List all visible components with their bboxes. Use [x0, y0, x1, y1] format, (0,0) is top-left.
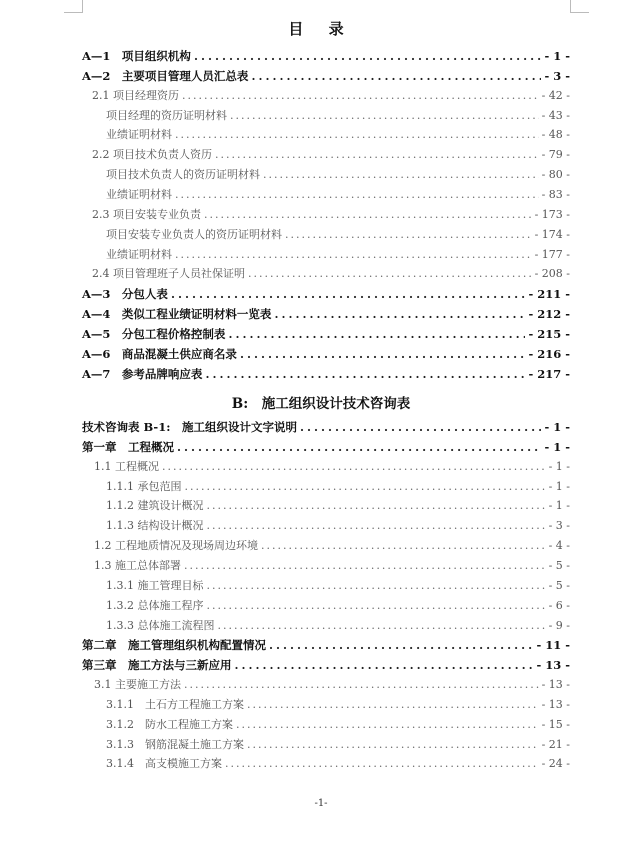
- toc-leader-dots: [185, 477, 546, 497]
- toc-entry-page: - 1 -: [544, 49, 570, 63]
- toc-entry-label: 业绩证明材料: [106, 187, 172, 201]
- toc-leader-dots: [207, 516, 546, 536]
- toc-entry-page: - 11 -: [536, 638, 570, 653]
- toc-entry[interactable]: [82, 344, 570, 364]
- toc-entry-page: - 42 -: [541, 88, 570, 102]
- toc-entry-page: - 48 -: [541, 128, 570, 142]
- toc-leader-dots: [215, 145, 539, 165]
- toc-entry-label: 业绩证明材料: [106, 247, 172, 261]
- toc-entry[interactable]: [82, 66, 570, 86]
- toc-leader-dots: [300, 417, 541, 437]
- toc-entry-page: - 3 -: [544, 68, 570, 83]
- toc-leader-dots: [225, 754, 539, 774]
- toc-entry-label: 1.1.1 承包范围: [106, 479, 182, 493]
- toc-entry-page: - 173 -: [534, 207, 570, 221]
- toc-entry-label: 3.1.1 土石方工程施工方案: [106, 697, 244, 711]
- toc-entry-page: - 5 -: [548, 558, 570, 572]
- toc-entry-label: 业绩证明材料: [106, 128, 172, 142]
- toc-entry[interactable]: [106, 165, 570, 185]
- toc-entry-label: 2.3 项目安装专业负责: [92, 207, 201, 221]
- toc-leader-dots: [177, 437, 541, 457]
- toc-entry-label: A—1 项目组织机构: [82, 49, 191, 63]
- toc-entry-label: 1.1.2 建筑设计概况: [106, 499, 204, 513]
- toc-entry-page: - 13 -: [541, 697, 570, 711]
- toc-entry-page: - 217 -: [528, 366, 570, 381]
- toc-entry[interactable]: [82, 324, 570, 344]
- page-corner-mark-right: [570, 0, 589, 13]
- toc-entry-page: - 15 -: [541, 717, 570, 731]
- toc-entry[interactable]: [94, 675, 570, 695]
- toc-entry-page: - 6 -: [548, 598, 570, 612]
- toc-entry[interactable]: [106, 106, 570, 126]
- toc-leader-dots: [175, 185, 539, 205]
- toc-entry-page: - 1 -: [548, 459, 570, 473]
- toc-leader-dots: [247, 695, 539, 715]
- toc-entry[interactable]: [106, 735, 570, 755]
- toc-entry-page: - 174 -: [534, 227, 570, 241]
- toc-entry-label: 1.1 工程概况: [94, 459, 159, 473]
- toc-entry[interactable]: [92, 86, 570, 106]
- toc-entry-page: - 24 -: [541, 757, 570, 771]
- toc-entry-label: A—4 类似工程业绩证明材料一览表: [82, 307, 272, 322]
- toc-leader-dots: [263, 165, 539, 185]
- toc-entry-page: - 177 -: [534, 247, 570, 261]
- toc-leader-dots: [236, 715, 539, 735]
- toc-leader-dots: [184, 556, 546, 576]
- toc-entry-label: 3.1.3 钢筋混凝土施工方案: [106, 737, 244, 751]
- toc-entry-label: 3.1 主要施工方法: [94, 678, 181, 692]
- toc-entry[interactable]: [94, 457, 570, 477]
- toc-leader-dots: [251, 66, 541, 86]
- toc-entry[interactable]: [106, 516, 570, 536]
- toc-leader-dots: [204, 205, 532, 225]
- toc-entry[interactable]: [82, 304, 570, 324]
- toc-leader-dots: [274, 304, 525, 324]
- part-b-title: B: 施工组织设计技术咨询表: [231, 396, 411, 412]
- toc-entry-page: - 1 -: [548, 479, 570, 493]
- toc-entry[interactable]: [106, 185, 570, 205]
- toc-entry-page: - 1 -: [548, 499, 570, 513]
- toc-leader-dots: [230, 106, 539, 126]
- toc-entry-label: 第三章 施工方法与三新应用: [82, 658, 232, 673]
- toc-entry-label: 1.3 施工总体部署: [94, 558, 181, 572]
- toc-entry-page: - 5 -: [548, 578, 570, 592]
- toc-leader-dots: [248, 264, 532, 284]
- toc-entry[interactable]: [106, 616, 570, 636]
- toc-entry[interactable]: [92, 205, 570, 225]
- toc-leader-dots: [269, 635, 533, 655]
- toc-entry-page: - 21 -: [541, 737, 570, 751]
- toc-entry-label: A—5 分包工程价格控制表: [82, 326, 226, 341]
- toc-leader-dots: [171, 284, 526, 304]
- toc-leader-dots: [207, 596, 546, 616]
- toc-entry[interactable]: [106, 477, 570, 497]
- toc-entry-label: 3.1.4 高支模施工方案: [106, 757, 222, 771]
- toc-title: 目 录: [288, 20, 354, 38]
- toc-leader-dots: [162, 457, 546, 477]
- toc-entry-page: - 79 -: [541, 148, 570, 162]
- toc-entry-label: 1.3.1 施工管理目标: [106, 578, 204, 592]
- toc-leader-dots: [228, 324, 525, 344]
- toc-entry-label: A—6 商品混凝土供应商名录: [82, 346, 237, 361]
- toc-entry-label: 技术咨询表 B-1: 施工组织设计文字说明: [82, 420, 297, 434]
- toc-leader-dots: [184, 675, 539, 695]
- toc-entry-label: 2.2 项目技术负责人资历: [92, 148, 212, 162]
- toc-entry-label: 3.1.2 防水工程施工方案: [106, 717, 233, 731]
- toc-leader-dots: [205, 364, 525, 384]
- toc-entry[interactable]: [82, 437, 570, 457]
- toc-leader-dots: [247, 735, 539, 755]
- toc-entry[interactable]: [106, 715, 570, 735]
- toc-entry-page: - 208 -: [534, 267, 570, 281]
- toc-entry-label: 第二章 施工管理组织机构配置情况: [82, 638, 266, 653]
- toc-entry[interactable]: [106, 225, 570, 245]
- toc-entry-label: A—3 分包人表: [82, 287, 168, 302]
- toc-entry-label: 1.2 工程地质情况及现场周边环境: [94, 539, 258, 553]
- toc-leader-dots: [194, 46, 542, 66]
- toc-entry-page: - 215 -: [528, 326, 570, 341]
- toc-entry-page: - 83 -: [541, 187, 570, 201]
- toc-entry-page: - 1 -: [544, 420, 570, 434]
- toc-entry[interactable]: [92, 264, 570, 284]
- toc-leader-dots: [207, 576, 546, 596]
- toc-entry-label: 1.1.3 结构设计概况: [106, 519, 204, 533]
- toc-entry-label: 第一章 工程概况: [82, 439, 174, 454]
- toc-entry-label: 1.3.2 总体施工程序: [106, 598, 204, 612]
- toc-entry-label: 2.4 项目管理班子人员社保证明: [92, 267, 245, 281]
- toc-entry[interactable]: [82, 284, 570, 304]
- toc-entry-label: 2.1 项目经理资历: [92, 88, 179, 102]
- toc-entry-label: 项目经理的资历证明材料: [106, 108, 227, 122]
- toc-leader-dots: [175, 125, 539, 145]
- toc-entry[interactable]: [82, 417, 570, 437]
- toc-entry[interactable]: [106, 125, 570, 145]
- toc-entry-page: - 13 -: [541, 678, 570, 692]
- toc-entry[interactable]: [106, 596, 570, 616]
- toc-leader-dots: [182, 86, 539, 106]
- toc-entry-label: A—7 参考品牌响应表: [82, 366, 203, 381]
- toc-entry[interactable]: [106, 695, 570, 715]
- toc-entry-page: - 43 -: [541, 108, 570, 122]
- toc-entry-label: 项目安装专业负责人的资历证明材料: [106, 227, 282, 241]
- toc-entry[interactable]: [106, 496, 570, 516]
- toc-entry-page: - 3 -: [548, 519, 570, 533]
- toc-entry[interactable]: [92, 145, 570, 165]
- toc-leader-dots: [285, 225, 532, 245]
- toc-entry[interactable]: [94, 556, 570, 576]
- toc-entry[interactable]: [82, 655, 570, 675]
- toc-entry[interactable]: [82, 635, 570, 655]
- toc-entry-page: - 216 -: [528, 346, 570, 361]
- toc-leader-dots: [261, 536, 546, 556]
- toc-entry[interactable]: [106, 245, 570, 265]
- toc-leader-dots: [175, 245, 532, 265]
- toc-entry-page: - 4 -: [548, 539, 570, 553]
- toc-entry[interactable]: [82, 364, 570, 384]
- page-corner-mark-left: [64, 0, 83, 13]
- page-number: -1-: [314, 798, 328, 809]
- toc-entry-label: 1.3.3 总体施工流程图: [106, 618, 215, 632]
- toc-entry-page: - 80 -: [541, 168, 570, 182]
- toc-leader-dots: [207, 496, 546, 516]
- toc-entry[interactable]: [94, 536, 570, 556]
- toc-entry-page: - 212 -: [528, 307, 570, 322]
- toc-entry-page: - 9 -: [548, 618, 570, 632]
- toc-entry[interactable]: [106, 576, 570, 596]
- toc-leader-dots: [240, 344, 526, 364]
- toc-entry-label: 项目技术负责人的资历证明材料: [106, 168, 260, 182]
- toc-leader-dots: [218, 616, 546, 636]
- toc-entry-page: - 13 -: [536, 658, 570, 673]
- toc-entry-label: A—2 主要项目管理人员汇总表: [82, 68, 249, 83]
- toc-entry[interactable]: [82, 46, 570, 66]
- toc-entry-page: - 1 -: [544, 439, 570, 454]
- toc-entry-page: - 211 -: [528, 287, 570, 302]
- toc-leader-dots: [235, 655, 534, 675]
- toc-entry[interactable]: [106, 754, 570, 774]
